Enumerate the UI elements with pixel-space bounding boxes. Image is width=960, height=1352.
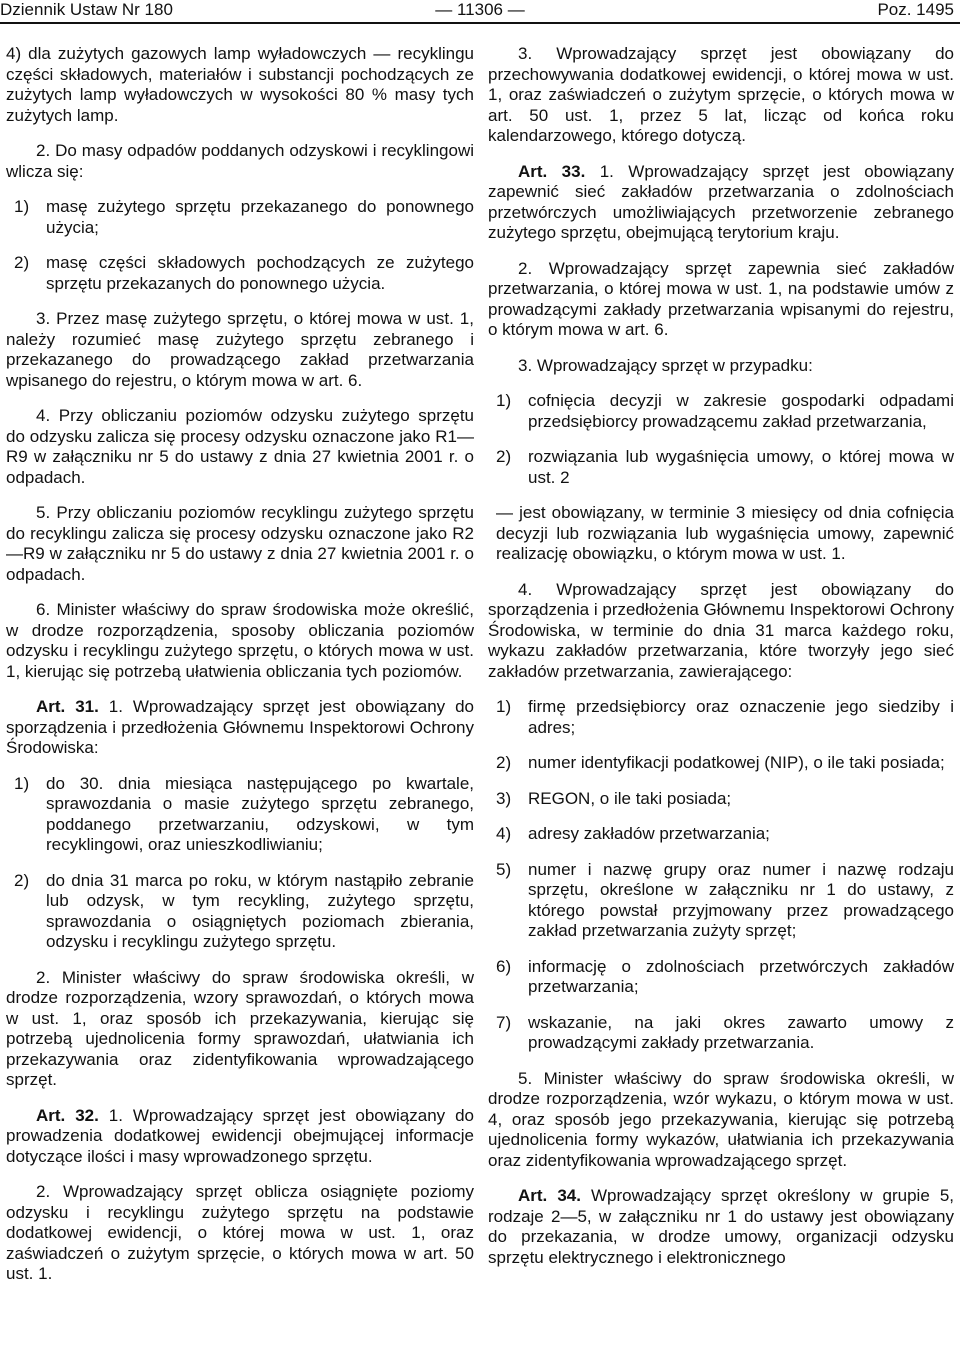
- list-item-number: 6): [496, 956, 512, 976]
- list-item-text: do dnia 31 marca po roku, w którym nastąpiło zebranie lub odzysk, w tym recykling, zużytego sprzętu, sprawozdania o osiągniętych poziomach zbierania, odzysku i recyklingu zużytego sprzętu.: [46, 870, 474, 951]
- list-item-text: numer identyfikacji podatkowej (NIP), o ile taki posiada;: [528, 753, 945, 772]
- list-item-number: 2): [14, 253, 30, 272]
- paragraph: 5. Minister właściwy do spraw środowiska określi, w drodze rozporządzenia, wzór wykazu, o którym mowa w ust. 4, oraz sposób jego przekazywania, kierując się potrzebą ujednolicenia formy wykazów, ułatwiania ich przekazywania oraz zidentyfikowania wprowadzającego sprzęt.: [488, 1068, 954, 1170]
- list-item-text: informację o zdolnościach przetwórczych zakładów przetwarzania;: [528, 956, 954, 996]
- list-item-text: masę części składowych pochodzących ze zużytego sprzętu przekazanych do ponownego użycia.: [46, 253, 474, 293]
- list-item: [488, 824, 954, 845]
- list-item-number: 1): [496, 391, 512, 410]
- article-label: Art. 33.: [518, 161, 586, 181]
- right-column: [488, 44, 954, 1283]
- list-item: [488, 697, 954, 738]
- paragraph: 6. Minister właściwy do spraw środowiska może określić, w drodze rozporządzenia, sposoby obliczania poziomów odzysku i recyklingu zużytego sprzętu, o których mowa w ust. 1, kierując się potrzebą ułatwienia obliczania tych poziomów.: [6, 600, 474, 681]
- article-32: [6, 1106, 474, 1168]
- list-item: [6, 871, 474, 953]
- list-item-number: 4): [496, 824, 512, 843]
- journal-title: Dziennik Ustaw Nr 180: [0, 0, 173, 19]
- left-column: [6, 44, 474, 1300]
- list-item: [488, 447, 954, 488]
- page-header: [0, 0, 960, 24]
- paragraph: 2. Do masy odpadów poddanych odzyskowi i recyklingowi wlicza się:: [6, 141, 474, 181]
- list-item: [488, 860, 954, 942]
- list-item-number: 1): [496, 697, 512, 716]
- paragraph: 4. Wprowadzający sprzęt jest obowiązany do sporządzenia i przedłożenia Głównemu Inspektorowi Ochrony Środowiska, w terminie do dnia 31 marca każdego roku, wykazu zakładów przetwarzania, które tworzyły jego sieć zakładów przetwarzania, zawierającego:: [488, 579, 954, 681]
- list-item-text: numer i nazwę grupy oraz numer i nazwę rodzaju sprzętu, określone w załączniku nr 1 do ustawy, z którego powstał przyjmowany przez prowadzącego zakład przetwarzania zużyty sprzęt;: [528, 859, 954, 940]
- list-item-text: REGON, o ile taki posiada;: [528, 788, 732, 808]
- list-item: [488, 957, 954, 998]
- article-label: Art. 32.: [36, 1105, 99, 1125]
- list-item-text: rozwiązania lub wygaśnięcia umowy, o której mowa w ust. 2: [528, 447, 954, 487]
- list-item-number: 2): [496, 447, 512, 466]
- list-item-text: cofnięcia decyzji w zakresie gospodarki odpadami przedsiębiorcy prowadzącemu zakład przetwarzania,: [528, 391, 954, 431]
- paragraph: 5. Przy obliczaniu poziomów recyklingu zużytego sprzętu do recyklingu zalicza się procesy odzysku oznaczone jako R2—R9 w załączniku nr 5 do ustawy z dnia 27 kwietnia 2001 r. o odpadach.: [6, 503, 474, 584]
- list-item-number: 7): [496, 1012, 512, 1032]
- article-label: Art. 31.: [36, 697, 99, 716]
- paragraph: 2. Wprowadzający sprzęt zapewnia sieć zakładów przetwarzania, o której mowa w ust. 1, na podstawie umów z prowadzącymi zakłady przetwarzania wpisanymi do rejestru, o którym mowa w art. 6.: [488, 258, 954, 339]
- list-item-number: 3): [496, 788, 512, 808]
- paragraph: 4. Przy obliczaniu poziomów odzysku zużytego sprzętu do odzysku zalicza się procesy odzysku oznaczone jako R1—R9 w załączniku nr 5 do ustawy z dnia 27 kwietnia 2001 r. o odpadach.: [6, 406, 474, 487]
- article-text: 1. Wprowadzający sprzęt jest obowiązany do prowadzenia dodatkowej ewidencji obejmującej informacje dotyczące ilości i masy wprowadzonego sprzętu.: [6, 1105, 474, 1166]
- list-item: [488, 789, 954, 810]
- list-item-text: wskazanie, na jaki okres zawarto umowy z prowadzącymi zakłady przetwarzania.: [528, 1012, 954, 1052]
- article-31: [6, 697, 474, 759]
- list-item: [6, 197, 474, 238]
- paragraph: 4) dla zużytych gazowych lamp wyładowczych — recyklingu części składowych, materiałów i substancji pochodzących ze zużytych lamp wyładowczych w wysokości 80 % masy tych zużytych lamp.: [6, 44, 474, 125]
- article-label: Art. 34.: [518, 1186, 581, 1205]
- article-text: 1. Wprowadzający sprzęt jest obowiązany zapewnić sieć zakładów przetwarzania o zdolnościach przetwórczych umożliwiających przetworzenie zebranego zużytego sprzętu, obejmującą terytorium kraju.: [488, 161, 954, 242]
- paragraph: 3. Wprowadzający sprzęt jest obowiązany do przechowywania dodatkowej ewidencji, o której mowa w ust. 1, oraz zaświadczeń o zużytym sprzęcie, o których mowa w art. 50 ust. 1, przez 5 lat, licząc od końca roku kalendarzowego, którego dotyczą.: [488, 44, 954, 145]
- list-item-number: 2): [14, 870, 30, 890]
- paragraph: 2. Minister właściwy do spraw środowiska określi, w drodze rozporządzenia, wzory sprawozdań, o których mowa w ust. 1, oraz sposób ich przekazywania, kierując się potrzebą ujednolicenia formy sprawozdań, ułatwiania ich przekazywania oraz zidentyfikowania wprowadzającego sprzęt.: [6, 967, 474, 1089]
- article-text: Wprowadzający sprzęt określony w grupie 5, rodzaje 2—5, w załączniku nr 1 do ustawy jest obowiązany do przekazania, w drodze umowy, organizacji odzysku sprzętu elektrycznego i elektronicznego: [488, 1186, 954, 1267]
- page-number: — 11306 —: [435, 0, 525, 19]
- list-item: [488, 1013, 954, 1054]
- header-rule: [0, 22, 960, 24]
- list-item-text: adresy zakładów przetwarzania;: [528, 824, 770, 843]
- list-item-number: 2): [496, 753, 512, 772]
- list-item: [488, 391, 954, 432]
- list-item: [6, 253, 474, 294]
- article-34: [488, 1186, 954, 1268]
- list-item: [488, 753, 954, 774]
- paragraph: 3. Przez masę zużytego sprzętu, o której mowa w ust. 1, należy rozumieć masę zużytego sprzętu zebranego i przekazanego do prowadzącego zakład przetwarzania wpisanego do rejestru, o którym mowa w art. 6.: [6, 309, 474, 390]
- list-item-number: 1): [14, 773, 30, 793]
- list-item: [6, 774, 474, 856]
- article-text: 1. Wprowadzający sprzęt jest obowiązany do sporządzenia i przedłożenia Głównemu Inspektorowi Ochrony Środowiska:: [6, 697, 474, 757]
- article-33: [488, 162, 954, 244]
- paragraph: 3. Wprowadzający sprzęt w przypadku:: [518, 355, 813, 375]
- paragraph: — jest obowiązany, w terminie 3 miesięcy od dnia cofnięcia decyzji lub rozwiązania lub wygaśnięcia umowy, zapewnić realizację obowiązku, o którym mowa w ust. 1.: [496, 503, 954, 563]
- paragraph: 2. Wprowadzający sprzęt oblicza osiągnięte poziomy odzysku i recyklingu zużytego sprzętu na podstawie dodatkowej ewidencji, o której mowa w ust. 1, oraz zaświadczeń o zużytym sprzęcie, o których mowa w art. 50 ust. 1.: [6, 1182, 474, 1283]
- list-item-text: do 30. dnia miesiąca następującego po kwartale, sprawozdania o masie zużytego sprzętu zebranego, poddanego przetwarzaniu, odzyskowi, w tym recyklingowi, oraz unieszkodliwianiu;: [46, 773, 474, 854]
- list-item-text: masę zużytego sprzętu przekazanego do ponownego użycia;: [46, 197, 474, 237]
- list-item-number: 1): [14, 197, 30, 216]
- list-item-text: firmę przedsiębiorcy oraz oznaczenie jego siedziby i adres;: [528, 697, 954, 737]
- list-item-number: 5): [496, 859, 512, 879]
- position-number: Poz. 1495: [877, 0, 954, 19]
